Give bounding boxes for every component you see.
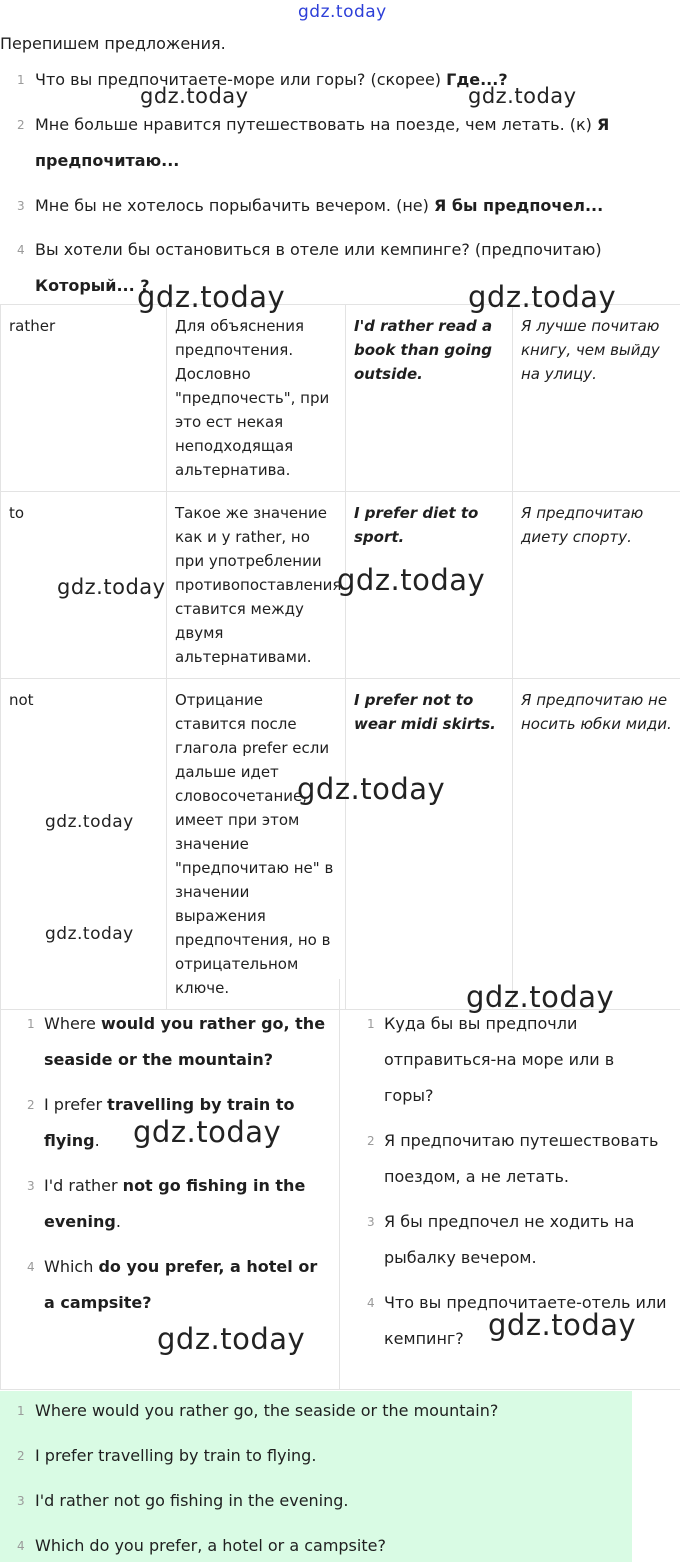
answer-number: 4: [367, 1296, 375, 1310]
question-bold: Я бы предпочел...: [434, 196, 603, 215]
table-cell-word: rather: [1, 305, 167, 492]
table-row: [1, 679, 680, 1010]
final-item: Which do you prefer, a hotel or a campsite?: [35, 1528, 386, 1564]
table-cell-word: to: [1, 492, 167, 679]
answer-item: Я бы предпочел не ходить на рыбалку вечером.: [384, 1204, 654, 1276]
table-cell-explanation: Отрицание ставится после глагола prefer если дальше идет словосочетание, имеет при этом значение "предпочитаю не" в значении выражения предпочтения, но в отрицательном ключе.: [167, 679, 346, 1010]
watermark: gdz.today: [45, 924, 134, 944]
final-number: 2: [17, 1449, 25, 1463]
table-cell-translation: Я предпочитаю не носить юбки миди.: [513, 679, 680, 1010]
question-bold: Где...?: [446, 70, 507, 89]
table-cell-explanation: Такое же значение как и у rather, но при употреблении противопоставления ставится между двумя альтернативами.: [167, 492, 346, 679]
table-cell-translation: Я лучше почитаю книгу, чем выйду на улицу.: [513, 305, 680, 492]
question-text: Мне больше нравится путешествовать на поезде, чем летать. (к): [35, 115, 597, 134]
table-cell-example: I prefer not to wear midi skirts.: [346, 679, 513, 1010]
final-number: 3: [17, 1494, 25, 1508]
question-text: Мне бы не хотелось порыбачить вечером. (не): [35, 196, 434, 215]
answer-number: 2: [367, 1134, 375, 1148]
answer-number: 2: [27, 1098, 35, 1112]
final-number: 4: [17, 1539, 25, 1553]
answer-number: 1: [27, 1017, 35, 1031]
question-number: 2: [17, 118, 25, 132]
intro-text: Перепишем предложения.: [0, 34, 226, 53]
watermark: gdz.today: [57, 575, 166, 599]
watermark: gdz.today: [133, 1115, 281, 1149]
question-bold: Я предпочитаю...: [35, 115, 609, 170]
question-item: [35, 107, 635, 179]
answer-item: [44, 1168, 309, 1240]
answer-bold: do you prefer, a hotel or a campsite?: [44, 1257, 317, 1312]
question-number: 3: [17, 199, 25, 213]
answer-item: [44, 1249, 329, 1321]
answer-plain: Which: [44, 1257, 98, 1276]
watermark: gdz.today: [140, 84, 249, 108]
watermark: gdz.today: [468, 280, 616, 314]
answer-number: 1: [367, 1017, 375, 1031]
table-row: [1, 305, 680, 492]
answer-item: [44, 1006, 329, 1078]
watermark: gdz.today: [157, 1322, 305, 1356]
table-cell-explanation: Для объяснения предпочтения. Дословно "предпочесть", при это ест некая неподходящая альтернатива.: [167, 305, 346, 492]
grammar-table: [0, 304, 680, 1010]
answer-item: Что вы предпочитаете-отель или кемпинг?: [384, 1285, 674, 1357]
table-cell-example: I prefer diet to sport.: [346, 492, 513, 679]
watermark: gdz.today: [337, 563, 485, 597]
watermark: gdz.today: [468, 84, 577, 108]
answer-bold: travelling by train to flying: [44, 1095, 295, 1150]
table-cell-example: I'd rather read a book than going outside.: [346, 305, 513, 492]
answer-tail: .: [116, 1212, 121, 1231]
final-item: I prefer travelling by train to flying.: [35, 1438, 316, 1474]
answer-tail: .: [95, 1131, 100, 1150]
answer-plain: I'd rather: [44, 1176, 123, 1195]
final-answer-block: [0, 1391, 632, 1562]
question-item: [35, 188, 665, 224]
question-bold: Который... ?: [35, 276, 150, 295]
question-text: Вы хотели бы остановиться в отеле или кемпинге? (предпочитаю): [35, 240, 602, 259]
answer-item: Я предпочитаю путешествовать поездом, а не летать.: [384, 1123, 669, 1195]
column-divider: [339, 979, 340, 1389]
question-number: 1: [17, 73, 25, 87]
final-number: 1: [17, 1404, 25, 1418]
answer-plain: I prefer: [44, 1095, 107, 1114]
final-item: Where would you rather go, the seaside or the mountain?: [35, 1393, 498, 1429]
table-cell-translation: Я предпочитаю диету спорту.: [513, 492, 680, 679]
final-item: I'd rather not go fishing in the evening.: [35, 1483, 349, 1519]
question-text: Что вы предпочитаете-море или горы? (скорее): [35, 70, 446, 89]
answer-number: 3: [367, 1215, 375, 1229]
answer-plain: Where: [44, 1014, 101, 1033]
watermark: gdz.today: [488, 1308, 636, 1342]
question-number: 4: [17, 243, 25, 257]
table-cell-word: not: [1, 679, 167, 1010]
watermark: gdz.today: [137, 280, 285, 314]
watermark: gdz.today: [466, 980, 614, 1014]
answer-number: 4: [27, 1260, 35, 1274]
watermark: gdz.today: [297, 772, 445, 806]
watermark: gdz.today: [45, 812, 134, 832]
answer-bold: would you rather go, the seaside or the mountain?: [44, 1014, 325, 1069]
answer-number: 3: [27, 1179, 35, 1193]
answer-item: Куда бы вы предпочли отправиться-на море или в горы?: [384, 1006, 664, 1114]
answer-bold: not go fishing in the evening: [44, 1176, 305, 1231]
site-title[interactable]: gdz.today: [298, 2, 387, 22]
